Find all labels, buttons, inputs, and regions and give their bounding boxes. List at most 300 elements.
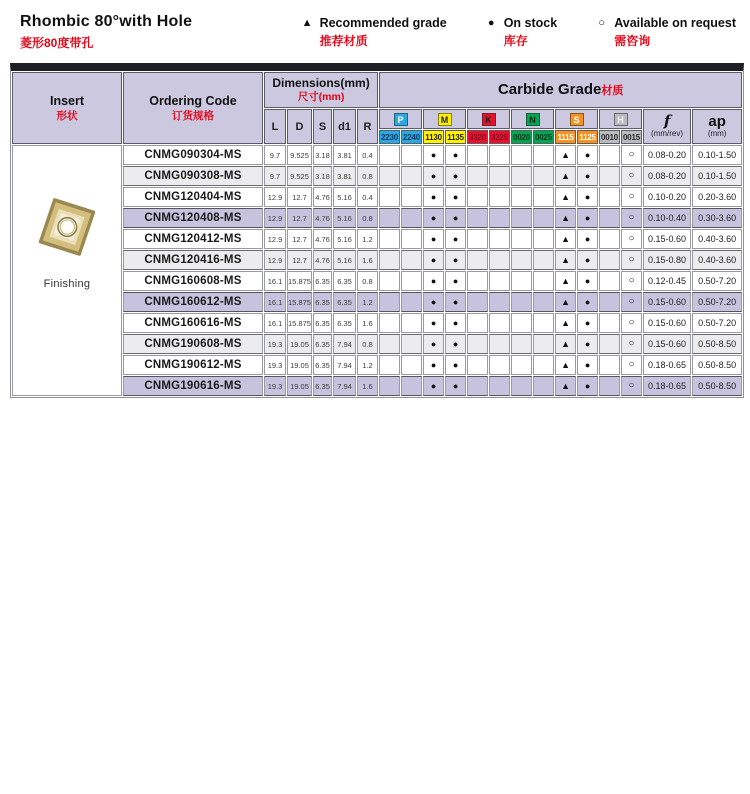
mark-cell xyxy=(467,292,488,312)
col-header-L: L xyxy=(264,109,286,144)
ordering-code: CNMG090308-MS xyxy=(123,166,263,186)
grade-group-S xyxy=(555,109,598,129)
mark-cell xyxy=(533,355,554,375)
mark-cell: ○ xyxy=(621,187,642,207)
dim-S: 6.35 xyxy=(313,271,332,291)
grade-2230: 2230 xyxy=(379,130,400,144)
ordering-header-label: Ordering Code xyxy=(149,93,237,108)
mark-cell: ▲ xyxy=(555,334,576,354)
grade-1135: 1135 xyxy=(445,130,466,144)
mark-cell xyxy=(379,376,400,396)
mark-cell xyxy=(533,250,554,270)
col-header-R: R xyxy=(357,109,378,144)
mark-cell xyxy=(401,208,422,228)
ordering-code: CNMG160608-MS xyxy=(123,271,263,291)
dim-L: 12.9 xyxy=(264,208,286,228)
ap-range: 0.10-1.50 xyxy=(692,166,742,186)
dim-d1: 6.35 xyxy=(333,292,356,312)
mark-cell: ● xyxy=(423,250,444,270)
legend-on-stock-label-cn: 库存 xyxy=(503,34,528,48)
ap-range: 0.50-7.20 xyxy=(692,313,742,333)
grade-2240: 2240 xyxy=(401,130,422,144)
mark-cell xyxy=(599,376,620,396)
triangle-icon: ▲ xyxy=(301,17,313,29)
mark-cell: ○ xyxy=(621,334,642,354)
insert-type-label: Finishing xyxy=(43,277,91,290)
product-table-wrap xyxy=(10,63,744,398)
mark-cell xyxy=(599,145,620,165)
mark-cell: ● xyxy=(423,145,444,165)
ordering-code: CNMG120404-MS xyxy=(123,187,263,207)
mark-cell xyxy=(489,250,510,270)
f-label: f xyxy=(663,112,671,131)
mark-cell: ● xyxy=(445,229,466,249)
mark-cell xyxy=(379,292,400,312)
grade-0010: 0010 xyxy=(599,130,620,144)
mark-cell: ● xyxy=(577,229,598,249)
ap-range: 0.50-8.50 xyxy=(692,334,742,354)
mark-cell: ● xyxy=(577,313,598,333)
dim-L: 12.9 xyxy=(264,229,286,249)
dim-S: 6.35 xyxy=(313,334,332,354)
mark-cell xyxy=(379,166,400,186)
grade-0015: 0015 xyxy=(621,130,642,144)
dimensions-header-label-cn: 尺寸(mm) xyxy=(297,91,345,104)
mark-cell xyxy=(511,229,532,249)
mark-cell xyxy=(533,187,554,207)
dim-S: 4.76 xyxy=(313,229,332,249)
feed-range: 0.08-0.20 xyxy=(643,145,691,165)
mark-cell xyxy=(379,271,400,291)
mark-cell xyxy=(401,187,422,207)
dim-d1: 5.16 xyxy=(333,208,356,228)
mark-cell xyxy=(511,355,532,375)
mark-cell: ● xyxy=(423,208,444,228)
dim-S: 4.76 xyxy=(313,208,332,228)
mark-cell xyxy=(489,145,510,165)
dim-L: 19.3 xyxy=(264,334,286,354)
feed-range: 0.15-0.60 xyxy=(643,229,691,249)
dim-R: 0.8 xyxy=(357,334,378,354)
mark-cell: ● xyxy=(577,355,598,375)
mark-cell: ▲ xyxy=(555,229,576,249)
mark-cell: ▲ xyxy=(555,145,576,165)
mark-cell: ● xyxy=(577,166,598,186)
mark-cell: ▲ xyxy=(555,355,576,375)
mark-cell xyxy=(533,229,554,249)
col-header-d1: d1 xyxy=(333,109,356,144)
mark-cell: ● xyxy=(445,145,466,165)
mark-cell xyxy=(379,250,400,270)
dim-D: 15.875 xyxy=(287,313,312,333)
grade-group-M xyxy=(423,109,466,129)
mark-cell: ● xyxy=(577,187,598,207)
mark-cell: ▲ xyxy=(555,313,576,333)
mark-cell xyxy=(599,292,620,312)
dim-R: 0.4 xyxy=(357,187,378,207)
dim-R: 1.2 xyxy=(357,292,378,312)
ordering-code: CNMG160612-MS xyxy=(123,292,263,312)
legend-on-request xyxy=(595,16,736,49)
legend-recommended-label-cn: 推荐材质 xyxy=(319,34,368,48)
ordering-header-label-cn: 订货规格 xyxy=(172,109,214,122)
ap-range: 0.50-7.20 xyxy=(692,292,742,312)
legend xyxy=(301,13,740,49)
feed-range: 0.10-0.20 xyxy=(643,187,691,207)
mark-cell xyxy=(467,166,488,186)
mark-cell xyxy=(467,376,488,396)
grade-group-N xyxy=(511,109,554,129)
col-header-S: S xyxy=(313,109,332,144)
mark-cell xyxy=(511,313,532,333)
mark-cell xyxy=(533,313,554,333)
mark-cell: ● xyxy=(577,145,598,165)
ap-range: 0.20-3.60 xyxy=(692,187,742,207)
grade-1125: 1125 xyxy=(577,130,598,144)
mark-cell xyxy=(467,250,488,270)
mark-cell: ▲ xyxy=(555,271,576,291)
dim-D: 15.875 xyxy=(287,292,312,312)
dim-d1: 3.81 xyxy=(333,145,356,165)
mark-cell xyxy=(467,187,488,207)
dim-L: 16.1 xyxy=(264,271,286,291)
legend-on-stock xyxy=(485,16,558,49)
mark-cell: ● xyxy=(423,355,444,375)
mark-cell xyxy=(511,187,532,207)
dim-R: 0.8 xyxy=(357,208,378,228)
mark-cell xyxy=(599,313,620,333)
iso-m-icon: M xyxy=(438,113,452,126)
mark-cell: ● xyxy=(577,271,598,291)
mark-cell xyxy=(489,355,510,375)
product-table xyxy=(11,71,743,397)
mark-cell xyxy=(401,334,422,354)
ordering-code: CNMG190616-MS xyxy=(123,376,263,396)
dim-L: 16.1 xyxy=(264,313,286,333)
dim-L: 12.9 xyxy=(264,250,286,270)
ordering-code: CNMG190612-MS xyxy=(123,355,263,375)
dim-R: 1.6 xyxy=(357,250,378,270)
mark-cell xyxy=(401,250,422,270)
mark-cell: ○ xyxy=(621,271,642,291)
dim-R: 0.8 xyxy=(357,271,378,291)
mark-cell: ● xyxy=(577,208,598,228)
mark-cell xyxy=(511,208,532,228)
mark-cell: ○ xyxy=(621,166,642,186)
carbide-header-label-cn: 材质 xyxy=(601,85,624,97)
mark-cell xyxy=(379,208,400,228)
iso-s-icon: S xyxy=(570,113,584,126)
mark-cell xyxy=(489,166,510,186)
rhombic-insert-image xyxy=(36,196,98,258)
page-title: Rhombic 80°with Hole xyxy=(20,13,193,30)
mark-cell: ▲ xyxy=(555,376,576,396)
mark-cell: ○ xyxy=(621,208,642,228)
grade-3325: 3325 xyxy=(489,130,510,144)
mark-cell: ○ xyxy=(621,355,642,375)
dim-D: 9.525 xyxy=(287,145,312,165)
mark-cell xyxy=(379,313,400,333)
mark-cell xyxy=(379,334,400,354)
grade-3320: 3320 xyxy=(467,130,488,144)
mark-cell xyxy=(401,355,422,375)
mark-cell: ● xyxy=(423,229,444,249)
mark-cell: ● xyxy=(423,313,444,333)
dim-D: 19.05 xyxy=(287,376,312,396)
mark-cell xyxy=(467,145,488,165)
ordering-code: CNMG160616-MS xyxy=(123,313,263,333)
mark-cell xyxy=(401,145,422,165)
ap-range: 0.50-8.50 xyxy=(692,376,742,396)
mark-cell: ▲ xyxy=(555,166,576,186)
dim-S: 6.35 xyxy=(313,292,332,312)
dim-D: 15.875 xyxy=(287,271,312,291)
mark-cell: ● xyxy=(445,313,466,333)
ordering-code: CNMG090304-MS xyxy=(123,145,263,165)
ap-label: ap xyxy=(708,113,726,131)
dim-d1: 7.94 xyxy=(333,376,356,396)
legend-on-stock-label: On stock xyxy=(503,16,558,30)
dim-R: 0.8 xyxy=(357,166,378,186)
grade-group-K xyxy=(467,109,510,129)
insert-header-label-cn: 形状 xyxy=(56,109,78,122)
mark-cell xyxy=(511,250,532,270)
mark-cell: ● xyxy=(423,334,444,354)
dim-S: 6.35 xyxy=(313,376,332,396)
mark-cell: ○ xyxy=(621,376,642,396)
mark-cell xyxy=(489,229,510,249)
dim-D: 12.7 xyxy=(287,229,312,249)
mark-cell xyxy=(401,229,422,249)
mark-cell: ● xyxy=(445,166,466,186)
dim-R: 0.4 xyxy=(357,145,378,165)
carbide-header-label: Carbide Grade xyxy=(497,81,602,98)
mark-cell xyxy=(489,292,510,312)
mark-cell: ● xyxy=(445,292,466,312)
dim-d1: 6.35 xyxy=(333,313,356,333)
mark-cell xyxy=(467,208,488,228)
mark-cell: ○ xyxy=(621,145,642,165)
mark-cell: ▲ xyxy=(555,250,576,270)
grade-1130: 1130 xyxy=(423,130,444,144)
ordering-code: CNMG120408-MS xyxy=(123,208,263,228)
mark-cell xyxy=(599,229,620,249)
mark-cell xyxy=(379,187,400,207)
mark-cell: ▲ xyxy=(555,292,576,312)
feed-column-header xyxy=(643,109,691,144)
mark-cell xyxy=(489,208,510,228)
mark-cell xyxy=(379,229,400,249)
dim-d1: 3.81 xyxy=(333,166,356,186)
dim-S: 6.35 xyxy=(313,355,332,375)
mark-cell: ● xyxy=(445,250,466,270)
mark-cell xyxy=(533,166,554,186)
ap-column-header xyxy=(692,109,742,144)
mark-cell: ● xyxy=(423,187,444,207)
mark-cell: ● xyxy=(423,271,444,291)
col-header-D: D xyxy=(287,109,312,144)
mark-cell xyxy=(467,334,488,354)
dim-S: 3.18 xyxy=(313,145,332,165)
feed-range: 0.08-0.20 xyxy=(643,166,691,186)
filled-circle-icon: ● xyxy=(487,17,495,29)
page-header xyxy=(0,0,750,51)
mark-cell xyxy=(599,355,620,375)
dim-S: 6.35 xyxy=(313,313,332,333)
iso-p-icon: P xyxy=(394,113,408,126)
mark-cell xyxy=(401,271,422,291)
mark-cell xyxy=(401,313,422,333)
mark-cell: ▲ xyxy=(555,208,576,228)
mark-cell xyxy=(511,376,532,396)
legend-on-request-label-cn: 需咨询 xyxy=(614,34,651,48)
mark-cell xyxy=(489,313,510,333)
feed-range: 0.15-0.60 xyxy=(643,334,691,354)
mark-cell xyxy=(599,208,620,228)
ordering-code: CNMG120412-MS xyxy=(123,229,263,249)
ordering-code: CNMG120416-MS xyxy=(123,250,263,270)
dim-L: 19.3 xyxy=(264,376,286,396)
dim-R: 1.2 xyxy=(357,229,378,249)
mark-cell xyxy=(511,166,532,186)
legend-recommended-label: Recommended grade xyxy=(319,16,447,30)
open-circle-icon: ○ xyxy=(598,17,606,29)
mark-cell: ○ xyxy=(621,313,642,333)
dim-D: 19.05 xyxy=(287,355,312,375)
dim-R: 1.6 xyxy=(357,376,378,396)
insert-image-cell xyxy=(12,145,122,396)
mark-cell xyxy=(401,292,422,312)
insert-column-header xyxy=(12,72,122,144)
dim-d1: 7.94 xyxy=(333,355,356,375)
mark-cell xyxy=(533,208,554,228)
f-unit: (mm/rev) xyxy=(651,128,684,138)
dim-S: 4.76 xyxy=(313,187,332,207)
mark-cell xyxy=(489,334,510,354)
dim-D: 12.7 xyxy=(287,250,312,270)
grade-1115: 1115 xyxy=(555,130,576,144)
grade-0020: 0020 xyxy=(511,130,532,144)
mark-cell: ○ xyxy=(621,229,642,249)
grade-0025: 0025 xyxy=(533,130,554,144)
insert-header-label: Insert xyxy=(49,93,85,108)
dim-d1: 6.35 xyxy=(333,271,356,291)
dim-D: 19.05 xyxy=(287,334,312,354)
mark-cell xyxy=(467,313,488,333)
mark-cell: ○ xyxy=(621,250,642,270)
mark-cell: ○ xyxy=(621,292,642,312)
mark-cell xyxy=(379,145,400,165)
ap-range: 0.40-3.60 xyxy=(692,250,742,270)
dim-D: 12.7 xyxy=(287,187,312,207)
dim-S: 3.18 xyxy=(313,166,332,186)
dimensions-group-header xyxy=(264,72,378,108)
mark-cell xyxy=(401,376,422,396)
title-block xyxy=(20,13,192,51)
mark-cell xyxy=(489,376,510,396)
ap-range: 0.40-3.60 xyxy=(692,229,742,249)
dim-L: 9.7 xyxy=(264,145,286,165)
mark-cell xyxy=(533,334,554,354)
mark-cell xyxy=(511,271,532,291)
grade-group-P xyxy=(379,109,422,129)
mark-cell: ▲ xyxy=(555,187,576,207)
mark-cell xyxy=(511,334,532,354)
mark-cell: ● xyxy=(577,292,598,312)
ap-unit: (mm) xyxy=(707,128,727,138)
mark-cell xyxy=(533,376,554,396)
dim-R: 1.2 xyxy=(357,355,378,375)
dim-R: 1.6 xyxy=(357,313,378,333)
dim-L: 19.3 xyxy=(264,355,286,375)
mark-cell: ● xyxy=(445,187,466,207)
mark-cell: ● xyxy=(423,376,444,396)
mark-cell: ● xyxy=(445,271,466,291)
mark-cell xyxy=(599,334,620,354)
ordering-code-column-header xyxy=(123,72,263,144)
feed-range: 0.12-0.45 xyxy=(643,271,691,291)
ordering-code: CNMG190608-MS xyxy=(123,334,263,354)
mark-cell xyxy=(533,271,554,291)
feed-range: 0.18-0.65 xyxy=(643,376,691,396)
dimensions-header-label: Dimensions(mm) xyxy=(272,76,370,91)
mark-cell xyxy=(599,271,620,291)
ap-range: 0.50-7.20 xyxy=(692,271,742,291)
dim-d1: 5.16 xyxy=(333,229,356,249)
mark-cell xyxy=(489,187,510,207)
iso-h-icon: H xyxy=(614,113,628,126)
mark-cell xyxy=(533,145,554,165)
mark-cell: ● xyxy=(577,250,598,270)
mark-cell: ● xyxy=(445,376,466,396)
page-title-chinese: 菱形80度带孔 xyxy=(20,36,94,50)
mark-cell xyxy=(599,187,620,207)
mark-cell: ● xyxy=(445,334,466,354)
mark-cell: ● xyxy=(577,334,598,354)
mark-cell xyxy=(467,229,488,249)
feed-range: 0.15-0.60 xyxy=(643,313,691,333)
iso-n-icon: N xyxy=(526,113,540,126)
mark-cell: ● xyxy=(423,166,444,186)
dim-S: 4.76 xyxy=(313,250,332,270)
carbide-grade-group-header xyxy=(379,72,742,108)
dim-L: 16.1 xyxy=(264,292,286,312)
dim-D: 9.525 xyxy=(287,166,312,186)
feed-range: 0.10-0.40 xyxy=(643,208,691,228)
dim-d1: 7.94 xyxy=(333,334,356,354)
grade-group-H xyxy=(599,109,642,129)
ap-range: 0.50-8.50 xyxy=(692,355,742,375)
mark-cell xyxy=(599,166,620,186)
mark-cell: ● xyxy=(577,376,598,396)
dim-D: 12.7 xyxy=(287,208,312,228)
mark-cell xyxy=(489,271,510,291)
mark-cell: ● xyxy=(445,208,466,228)
dim-L: 12.9 xyxy=(264,187,286,207)
dim-L: 9.7 xyxy=(264,166,286,186)
header-row-top xyxy=(12,72,742,108)
iso-k-icon: K xyxy=(482,113,496,126)
mark-cell xyxy=(467,271,488,291)
mark-cell xyxy=(401,166,422,186)
mark-cell xyxy=(511,292,532,312)
feed-range: 0.15-0.80 xyxy=(643,250,691,270)
ap-range: 0.30-3.60 xyxy=(692,208,742,228)
mark-cell xyxy=(533,292,554,312)
mark-cell xyxy=(511,145,532,165)
feed-range: 0.15-0.60 xyxy=(643,292,691,312)
mark-cell xyxy=(599,250,620,270)
